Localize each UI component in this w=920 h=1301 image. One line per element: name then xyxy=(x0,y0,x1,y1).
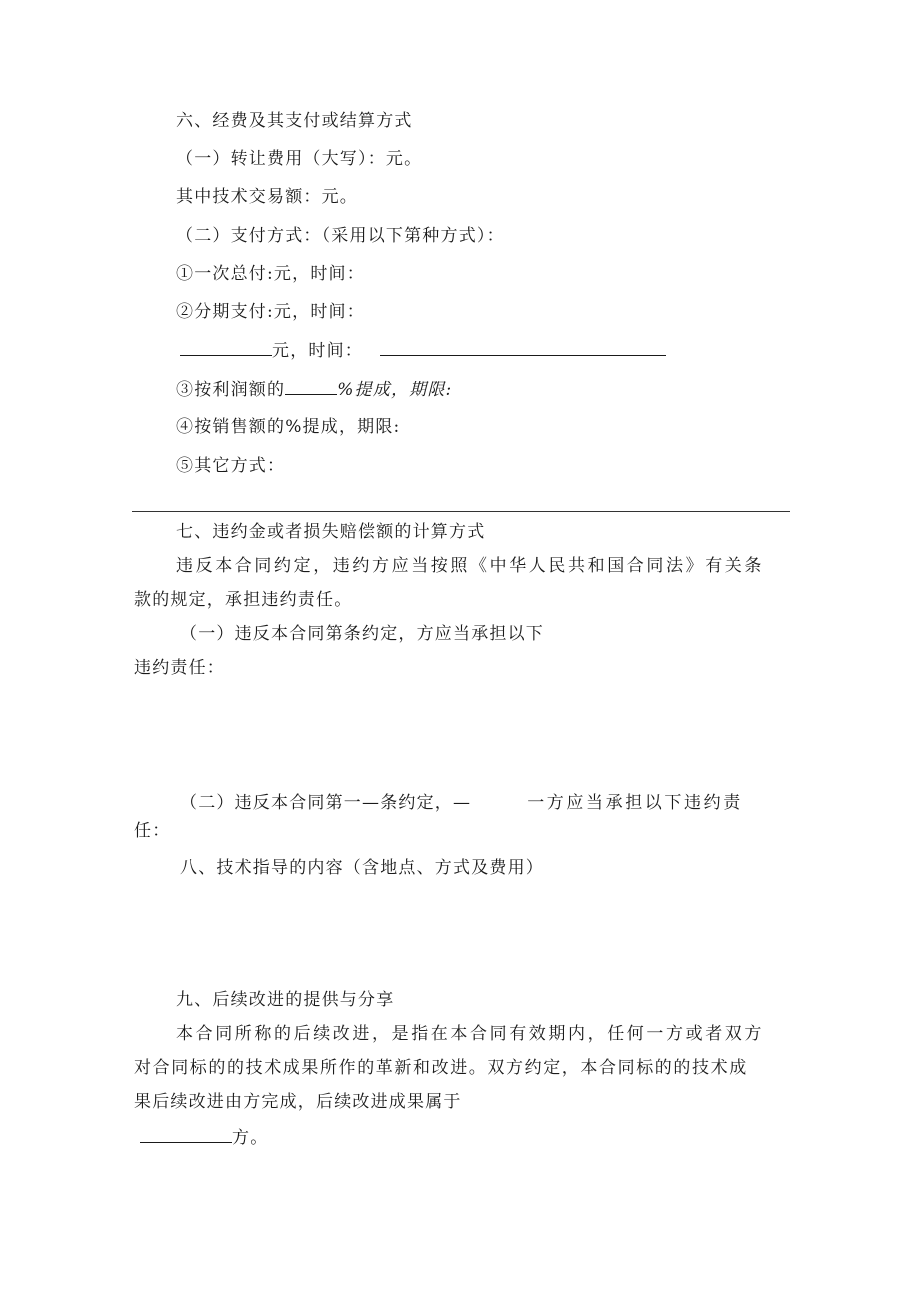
breach-item-2-part-c: 一方应当承担以下违约责 xyxy=(527,793,743,813)
option-profit-share xyxy=(176,378,452,401)
breach-item-1-line-2: 违约责任： xyxy=(134,658,225,678)
option-other: ⑤其它方式： xyxy=(176,456,286,476)
section-9-para-line-4 xyxy=(140,1126,268,1149)
profit-share-prefix: ③按利润额的 xyxy=(176,380,286,400)
party-blank xyxy=(140,1126,232,1143)
option-lump-sum: ①一次总付:元，时间： xyxy=(176,264,365,284)
section-9-para-line-4-text: 方。 xyxy=(232,1128,269,1148)
section-7-para-line-2: 款的规定，承担违约责任。 xyxy=(134,590,353,610)
section-6-heading: 六、经费及其支付或结算方式 xyxy=(176,111,413,131)
breach-item-2-part-b: —条约定，— xyxy=(362,793,472,813)
installment-detail-line xyxy=(180,339,666,362)
section-9-para-line-3: 果后续改进由方完成，后续改进成果属于 xyxy=(134,1092,462,1112)
breach-item-2-part-a: （二）违反本合同第一 xyxy=(180,793,362,813)
breach-item-2-line-1 xyxy=(180,792,743,814)
option-installment: ②分期支付:元，时间： xyxy=(176,302,365,322)
section-9-heading: 九、后续改进的提供与分享 xyxy=(176,990,395,1010)
amount-blank xyxy=(180,339,272,356)
section-9-para-line-1: 本合同所称的后续改进，是指在本合同有效期内，任何一方或者双方 xyxy=(176,1024,764,1044)
option-sales-share: ④按销售额的%提成，期限: xyxy=(176,417,401,437)
divider-line xyxy=(132,511,790,512)
transfer-fee-line: （一）转让费用（大写）：元。 xyxy=(176,149,423,169)
time-blank xyxy=(380,339,666,356)
section-8-heading: 八、技术指导的内容（含地点、方式及费用） xyxy=(180,858,544,878)
installment-detail-text: 元，时间： xyxy=(272,341,363,361)
breach-item-2-line-2: 任： xyxy=(134,821,171,841)
profit-share-suffix: %提成，期限: xyxy=(337,380,453,400)
breach-item-1-line-1: （一）违反本合同第条约定，方应当承担以下 xyxy=(180,624,544,644)
section-7-para-line-1: 违反本合同约定，违约方应当按照《中华人民共和国合同法》有关条 xyxy=(176,556,764,576)
percent-blank xyxy=(285,378,337,395)
section-9-para-line-2: 对合同标的的技术成果所作的革新和改进。双方约定，本合同标的的技术成 xyxy=(134,1058,748,1078)
payment-method-line: （二）支付方式：（采用以下第种方式）： xyxy=(176,226,505,246)
tech-amount-line: 其中技术交易额：元。 xyxy=(176,187,358,207)
section-7-heading: 七、违约金或者损失赔偿额的计算方式 xyxy=(176,522,486,542)
